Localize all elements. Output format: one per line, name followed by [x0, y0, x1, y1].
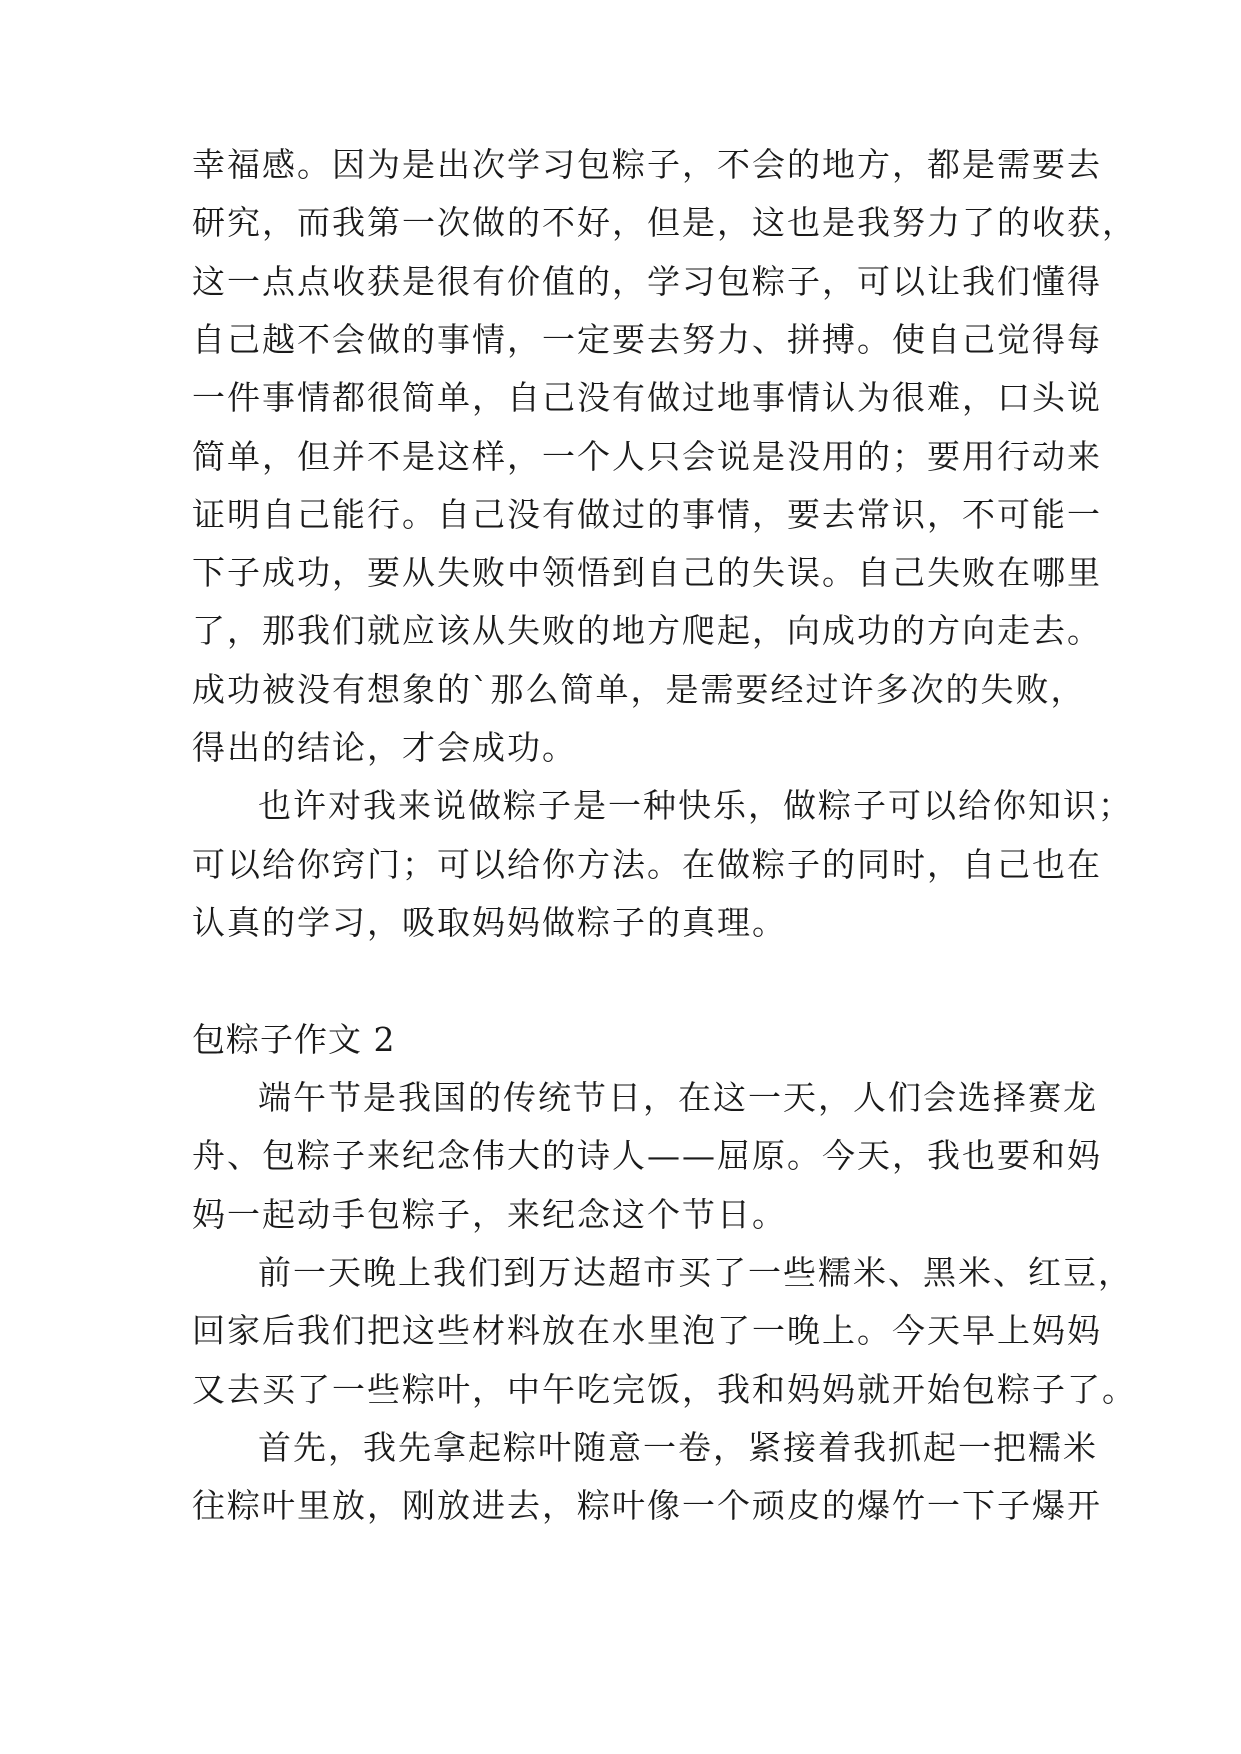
- text-line-2: 研究，而我第一次做的不好，但是，这也是我努力了的收获，: [192, 203, 1137, 242]
- text-line-15: 端午节是我国的传统节日，在这一天，人们会选择赛龙: [258, 1078, 1098, 1117]
- text-line-18: 前一天晚上我们到万达超市买了一些糯米、黑米、红豆，: [258, 1253, 1133, 1292]
- section-heading: 包粽子作文 2: [192, 1020, 396, 1059]
- text-line-6: 简单，但并不是这样，一个人只会说是没用的；要用行动来: [192, 437, 1102, 476]
- text-line-17: 妈一起动手包粽子，来纪念这个节日。: [192, 1195, 787, 1234]
- text-line-11: 得出的结论，才会成功。: [192, 728, 577, 767]
- text-line-5: 一件事情都很简单，自己没有做过地事情认为很难，口头说: [192, 378, 1102, 417]
- text-line-8: 下子成功，要从失败中领悟到自己的失误。自己失败在哪里: [192, 553, 1102, 592]
- text-line-16: 舟、包粽子来纪念伟大的诗人——屈原。今天，我也要和妈: [192, 1136, 1102, 1175]
- text-line-14: 认真的学习，吸取妈妈做粽子的真理。: [192, 903, 787, 942]
- text-line-21: 首先，我先拿起粽叶随意一卷，紧接着我抓起一把糯米: [258, 1428, 1098, 1467]
- text-line-4: 自己越不会做的事情，一定要去努力、拼搏。使自己觉得每: [192, 320, 1102, 359]
- text-line-10: 成功被没有想象的`那么简单，是需要经过许多次的失败，: [192, 670, 1086, 709]
- text-line-19: 回家后我们把这些材料放在水里泡了一晚上。今天早上妈妈: [192, 1311, 1102, 1350]
- text-line-1: 幸福感。因为是出次学习包粽子，不会的地方，都是需要去: [192, 145, 1102, 184]
- text-line-22: 往粽叶里放，刚放进去，粽叶像一个顽皮的爆竹一下子爆开: [192, 1486, 1102, 1525]
- text-line-20: 又去买了一些粽叶，中午吃完饭，我和妈妈就开始包粽子了。: [192, 1370, 1137, 1409]
- text-line-12: 也许对我来说做粽子是一种快乐，做粽子可以给你知识；: [258, 786, 1133, 825]
- text-line-9: 了，那我们就应该从失败的地方爬起，向成功的方向走去。: [192, 611, 1102, 650]
- text-line-7: 证明自己能行。自己没有做过的事情，要去常识，不可能一: [192, 495, 1102, 534]
- text-line-13: 可以给你窍门；可以给你方法。在做粽子的同时，自己也在: [192, 845, 1102, 884]
- text-line-3: 这一点点收获是很有价值的，学习包粽子，可以让我们懂得: [192, 262, 1102, 301]
